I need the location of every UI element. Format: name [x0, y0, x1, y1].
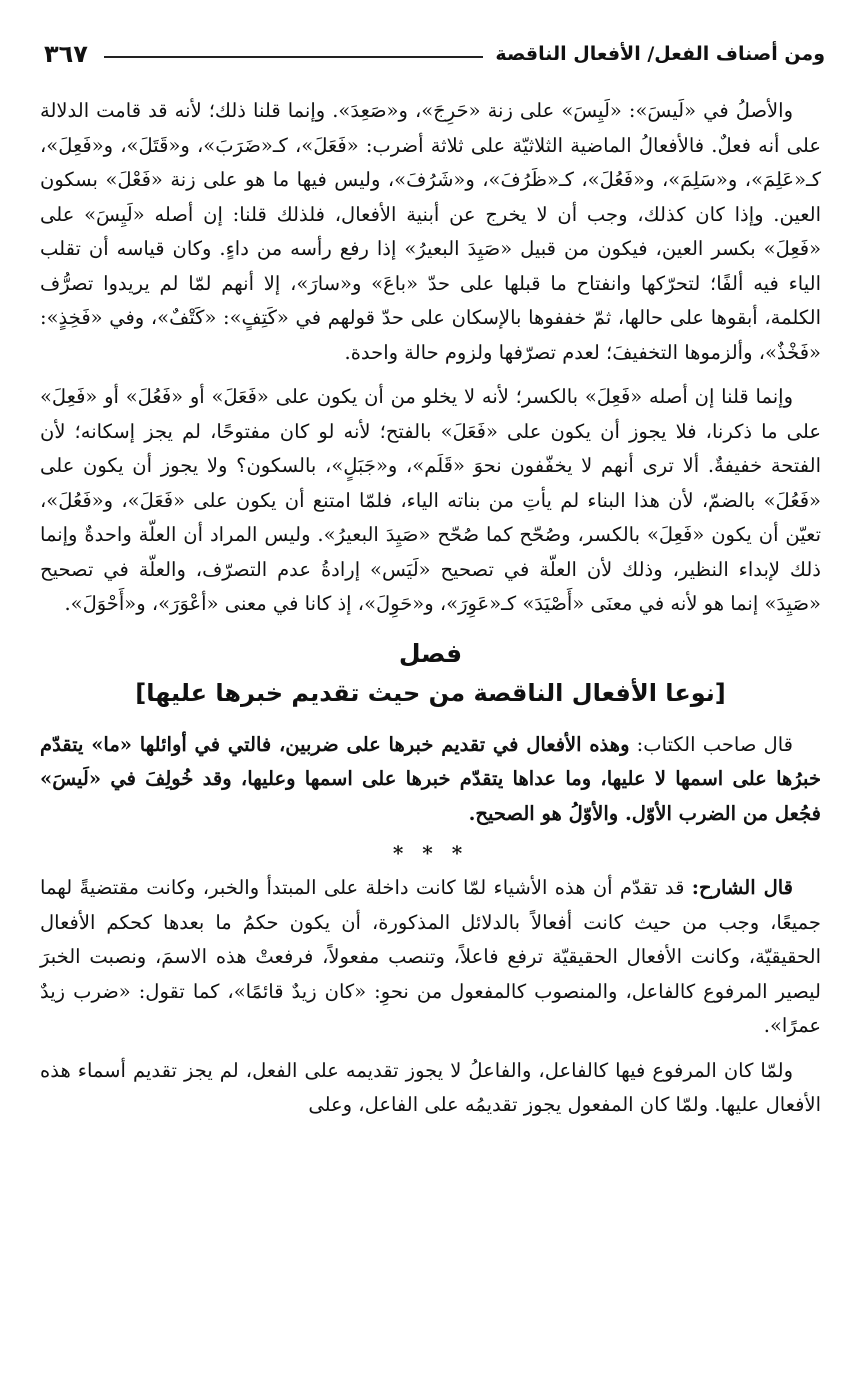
commentary-paragraph: [40, 871, 821, 1044]
section-subheading: [نوعا الأفعال الناقصة من حيث تقديم خبرها عليها]: [135, 678, 726, 707]
commentary-lead: قال الشارح:: [691, 876, 794, 899]
separator-stars: * * *: [392, 841, 469, 865]
paragraph-1: والأصلُ في «لَيسَ»: «لَيِسَ» على زنة «حَرِجَ»، و«صَعِدَ». وإنما قلنا ذلك؛ لأنه قد قامت الدلالة على أنه فعلٌ. فالأفعالُ الماضية الثلاثيّة على ثلاثة أضرب: «فَعَلَ»، كـ«ضَرَبَ»، و«قَتَلَ»، و«فَعِلَ»، كـ«عَلِمَ»، و«سَلِمَ»، و«فَعُلَ»، كـ«ظَرُفَ»، و«شَرُفَ»، وليس فيها ما هو على زنة «فَعْلَ» بسكون العين. وإذا كان كذلك، وجب أن لا يخرج عن أبنية الأفعال، فلذلك قلنا: إن أصله «لَيِسَ» على «فَعِلَ» بكسر العين، فيكون من قبيل «صَيِدَ البعيرُ» إذا رفع رأسه من داءٍ. وكان قياسه أن تقلب الياء فيه ألفًا؛ لتحرّكها وانفتاح ما قبلها على حدّ «باعَ» و«سارَ»، إلا أنهم لمّا لم يريدوا تصرُّف الكلمة، أبقوها على حالها، ثمّ خففوها بالإسكان على حدّ قولهم في «كَتِفٍ»: «كَتْفٌ»، وفي «فَخِذٍ»: «فَخْذٌ»، وألزموها التخفيفَ؛ لعدم تصرّفها ولزوم حالة واحدة.: [40, 99, 821, 364]
author-quote-text: وهذه الأفعال في تقديم خبرها على ضربين، فالتي في أوائلها «ما» يتقدّم خبرُها على اسمها لا عليها، وما عداها يتقدّم خبرها على اسمها وعليها، وقد خُولِفَ في «لَيسَ» فجُعل من الضرب الأوّل. والأوّلُ هو الصحيح.: [40, 732, 821, 825]
paragraph-5: ولمّا كان المرفوع فيها كالفاعل، والفاعلُ لا يجوز تقديمه على الفعل، لم يجز تقديم أسماء هذه الأفعال عليها. ولمّا كان المفعول يجوز تقديمُه على الفاعل، وعلى: [40, 1058, 821, 1116]
page-header: [44, 34, 825, 74]
page-body: [40, 94, 821, 1123]
author-quote: [40, 728, 821, 832]
page-number: ٣٦٧: [44, 40, 88, 68]
author-quote-lead: قال صاحب الكتاب:: [636, 732, 793, 756]
header-rule: [104, 56, 483, 58]
commentary-text: قد تقدّم أن هذه الأشياء لمّا كانت داخلة على المبتدأ والخبر، وكانت مقتضيةً لهما جميعًا، وجب من حيث كانت أفعالاً بالدلائل المذكورة، أن يكون حكمُ ما بعدها كحكم الأفعال الحقيقيّة، وكانت الأفعال الحقيقيّة ترفع فاعلاً، وتنصب مفعولاً، فرفعتْ هذه الاسمَ، ونصبت الخبرَ ليصير المرفوع كالفاعل، والمنصوب كالمفعول من نحوِ: «كان زيدٌ قائمًا»، كما تقول: «ضرب زيدٌ عمرًا».: [40, 876, 821, 1037]
section-heading: فصل: [398, 638, 463, 668]
paragraph-2: وإنما قلنا إن أصله «فَعِلَ» بالكسر؛ لأنه لا يخلو من أن يكون على «فَعَلَ» أو «فَعُلَ» أو «فَعِلَ» على ما ذكرنا، فلا يجوز أن يكون على «فَعَلَ» بالفتح؛ لأنه لو كان مفتوحًا، لم يجز إسكانه؛ لأن الفتحة خفيفةٌ. ألا ترى أنهم لا يخفّفون نحوَ «قَلَم»، و«جَبَلٍ»، بالسكون؟ ولا يجوز أن يكون على «فَعُلَ» بالضمّ، لأن هذا البناء لم يأتِ من بناته الياء، فلمّا امتنع أن يكون على «فَعَلَ»، و«فَعُلَ»، تعيّن أن يكون «فَعِلَ» بالكسر، وصُحّح كما صُحّح «صَيِدَ البعيرُ». وليس المراد أن العلّة واحدةٌ وإنما ذلك لإبداء النظير، وذلك لأن العلّة في تصحيح «لَيَس» إرادةُ عدم التصرّف، والعلّة في تصحيح «صَيِدَ» إنما هو لأنه في معنَى «أَصْيَدَ» كـ«عَوِرَ»، و«حَوِلَ»، إذ كانا في معنى «أعْوَرَ»، و«أَحْوَلَ».: [40, 385, 821, 615]
running-title: ومن أصناف الفعل/ الأفعال الناقصة: [495, 43, 825, 65]
